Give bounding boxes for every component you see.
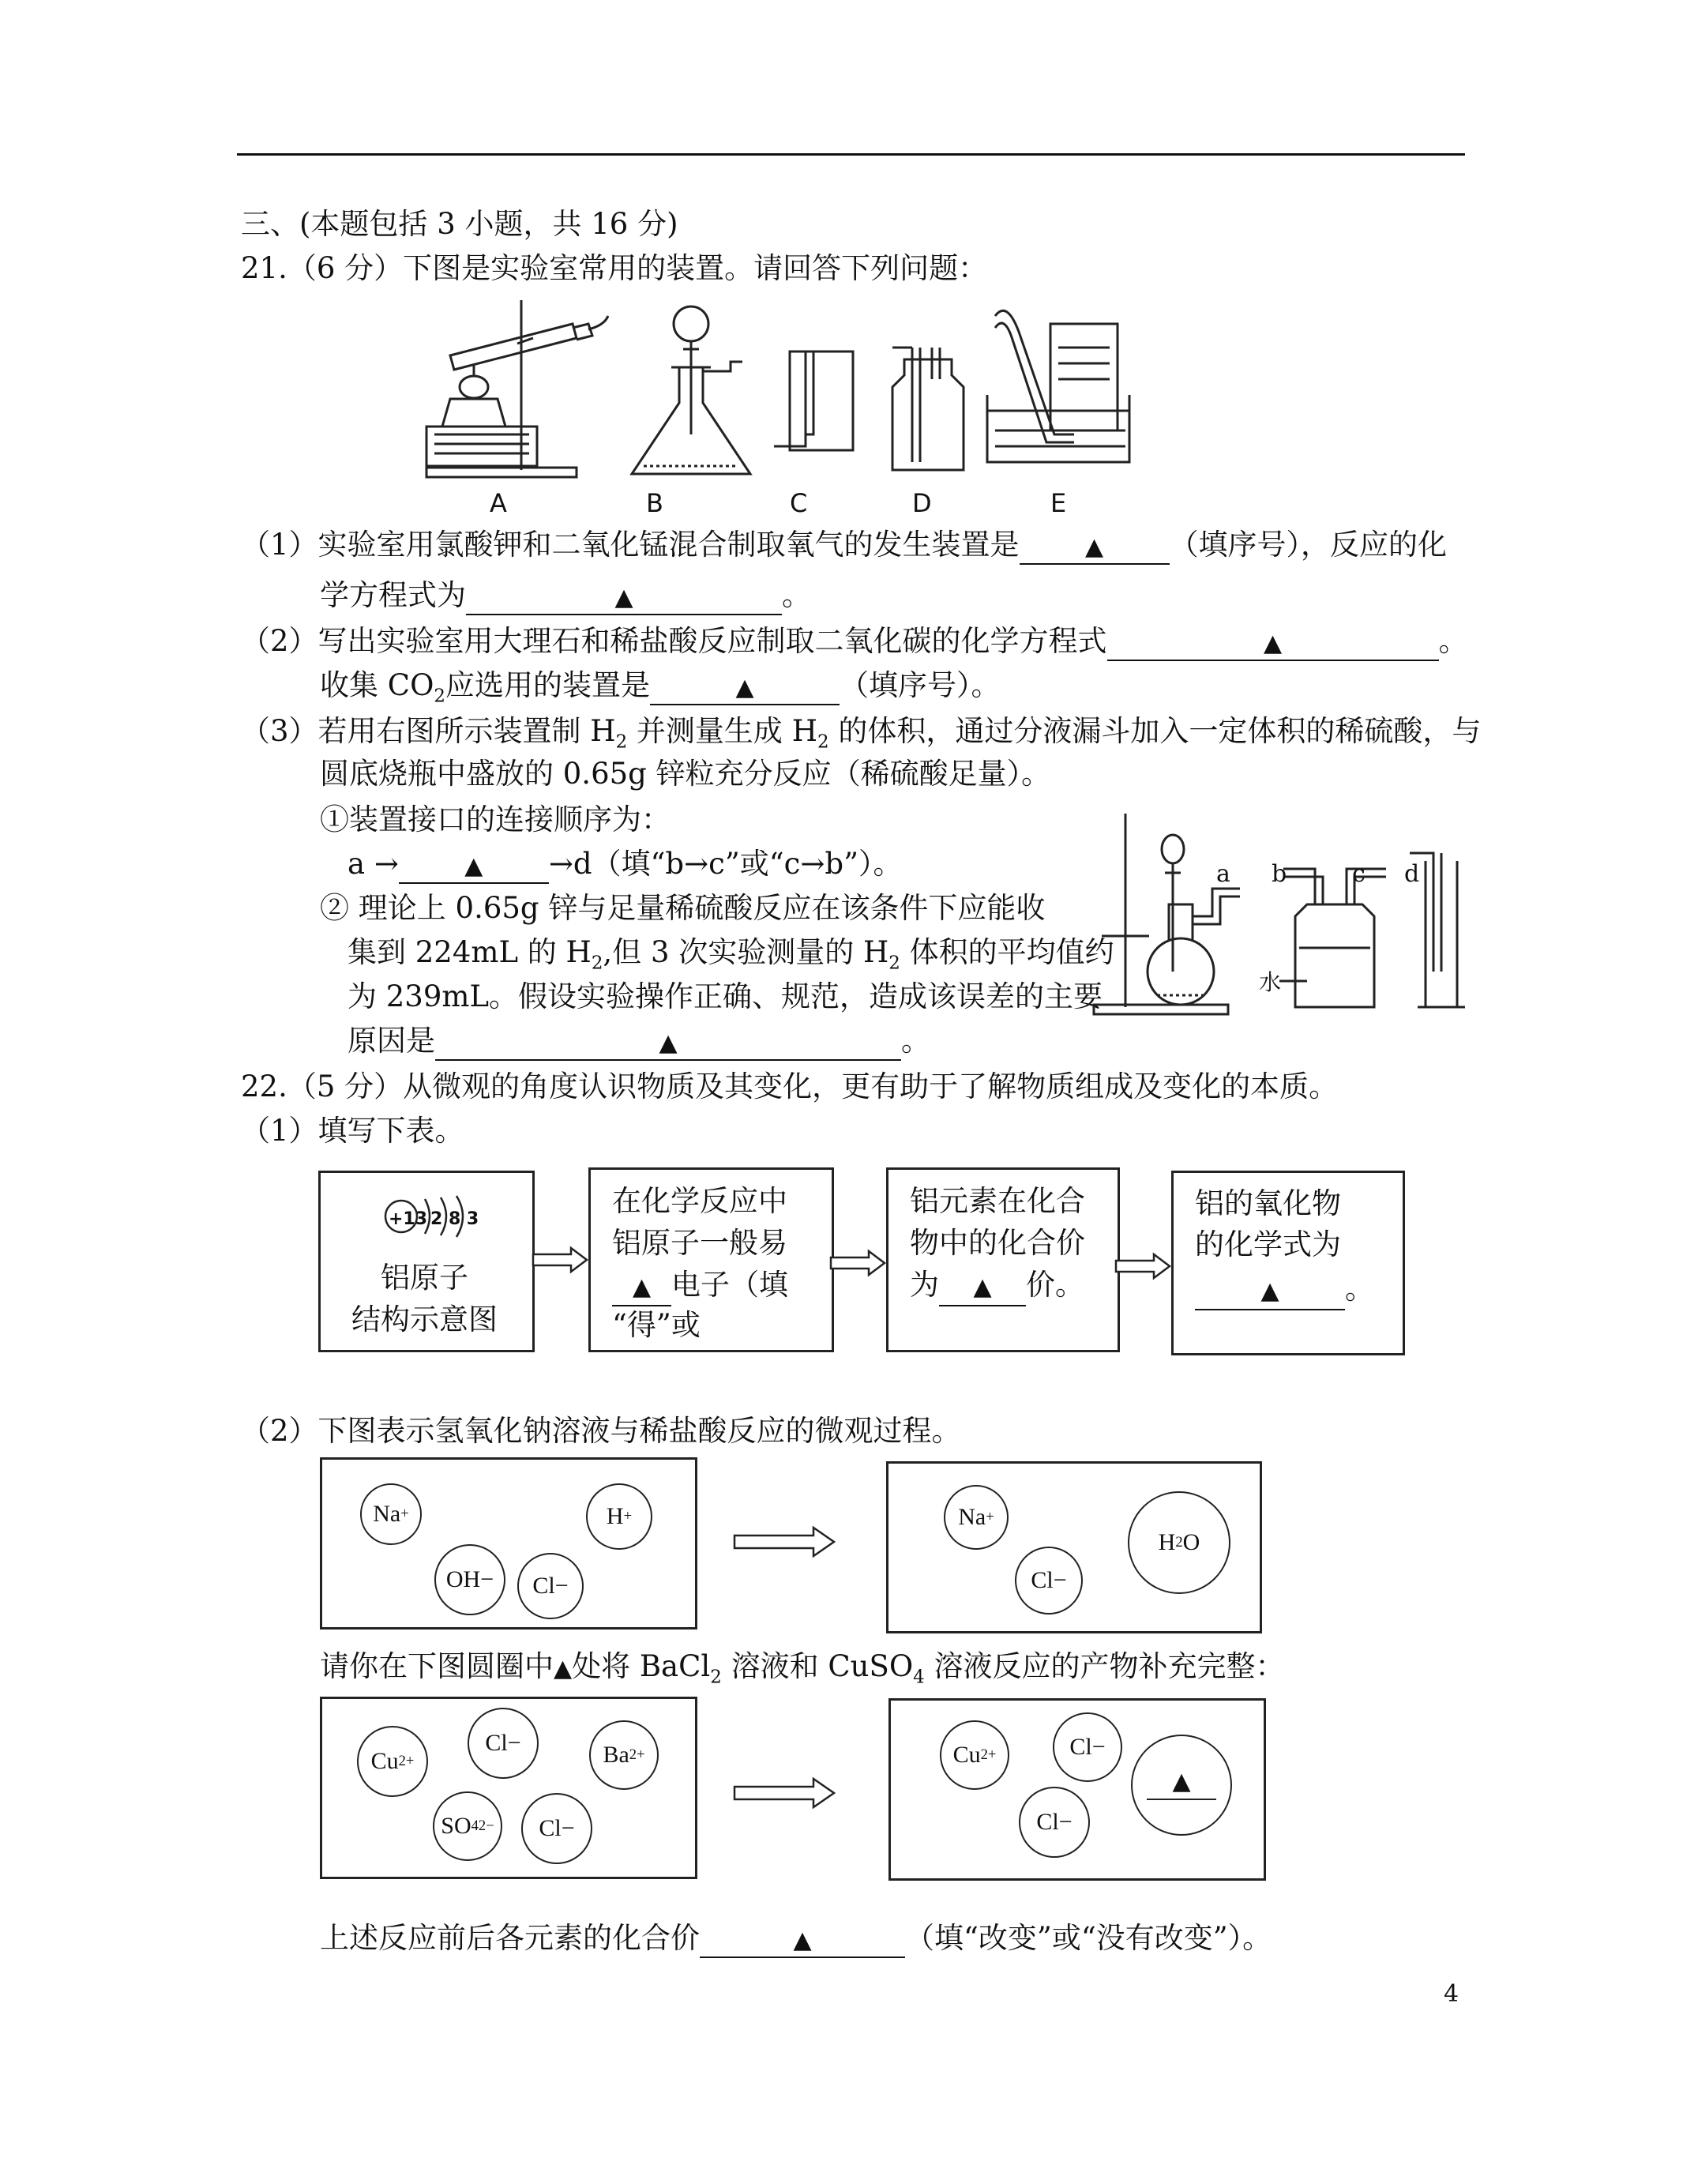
apparatus-label-e: E [1050,488,1067,518]
answer-blank[interactable]: ▲ [1107,626,1439,661]
q21-part1-line1: （1）实验室用氯酸钾和二氧化锰混合制取氧气的发生装置是 ▲ （填序号），反应的化 [241,528,1447,565]
q21-part3-line4: a → ▲ →d（填“b→c”或“c→b”）。 [347,847,903,884]
ion-cl: Cl − [521,1793,592,1864]
q22-intro: 22.（5 分）从微观的角度认识物质及其变化，更有助于了解物质组成及变化的本质。 [241,1069,1339,1103]
ion-so4: SO 4 2− [433,1791,502,1861]
product-answer-circle[interactable]: ▲ [1131,1735,1232,1836]
ion-oh: OH − [434,1544,505,1615]
atom-shells: 2 8 3 [430,1209,479,1229]
arrow-icon [831,1251,886,1275]
ion-cu: Cu 2+ [940,1720,1009,1790]
apparatus-label-d: D [912,488,932,518]
q21-part2-line1: （2）写出实验室用大理石和稀盐酸反应制取二氧化碳的化学方程式 ▲ 。 [241,624,1468,661]
setup-label-water: 水 [1259,969,1282,995]
ion-cl: Cl − [517,1553,584,1619]
section-title: 三、(本题包括 3 小题，共 16 分) [241,207,678,241]
cell4-line1: 铝的氧化物 [1195,1186,1341,1220]
q21-part2-line2: 收集 $CO_2$应选用的装置是 ▲ （填序号）。 [320,668,1001,707]
reaction1-reactants [320,1457,697,1630]
q21-part3-line7: 为 239mL。假设实验操作正确、规范，造成该误差的主要 [347,979,1103,1013]
molecule-h2o: H 2 O [1128,1491,1230,1594]
ion-cl: Cl − [1053,1712,1122,1782]
arrow-icon [734,1526,836,1558]
cell3-line2: 物中的化合价 [910,1226,1085,1260]
q21-part3-line8: 原因是 ▲ 。 [347,1024,930,1061]
cell2-line4: “得”或 [612,1308,701,1342]
setup-label-d: d [1404,860,1420,888]
ion-cl: Cl − [1015,1547,1083,1615]
apparatus-label-a: A [490,488,507,518]
arrow-icon [1116,1254,1171,1278]
hydrogen-setup-figure [1094,814,1473,1019]
answer-blank[interactable]: ▲ [466,580,782,615]
answer-blank[interactable]: ▲ [435,1025,901,1061]
cell3-line1: 铝元素在化合 [910,1184,1085,1218]
apparatus-label-b: B [646,488,663,518]
ion-h: H + [586,1483,652,1550]
cell2-line3: ▲ 电子（填 [612,1265,788,1306]
q21-part3-line1: （3）若用右图所示装置制 $H_2$ 并测量生成 $H_2$ 的体积，通过分液漏斗加入一定体积的稀硫酸，与 [241,714,1482,753]
q21-part3-line2: 圆底烧瓶中盛放的 0.65g 锌粒充分反应（稀硫酸足量）。 [320,757,1051,791]
q22-part3-instruction: 请你在下图圆圈中▲处将 BaCl$_2$ 溶液和 CuSO$_4$ 溶液反应的产物补充完整： [320,1649,1285,1688]
cell2-line2: 铝原子一般易 [612,1226,787,1260]
answer-blank[interactable]: ▲ [939,1268,1026,1306]
ion-na: Na + [944,1485,1009,1550]
apparatus-label-c: C [790,488,808,518]
answer-blank[interactable]: ▲ [399,848,549,884]
q21-intro: 21.（6 分）下图是实验室常用的装置。请回答下列问题： [241,251,988,285]
cell2-line1: 在化学反应中 [612,1184,787,1218]
atom-nucleus: +13 [389,1209,428,1229]
ion-cu: Cu 2+ [357,1726,428,1797]
q21-part3-line3: ①装置接口的连接顺序为： [320,803,671,836]
cell1-line1: 铝原子 [381,1261,468,1295]
cell1-line2: 结构示意图 [351,1303,498,1336]
answer-blank[interactable]: ▲ [1020,529,1170,565]
setup-label-c: c [1352,860,1366,888]
setup-label-b: b [1272,860,1287,888]
answer-blank[interactable]: ▲ [1195,1272,1345,1310]
arrow-icon [734,1777,836,1809]
q21-part3-line6: 集到 224mL 的 $H_2$,但 3 次实验测量的 $H_2$ 体积的平均值约 [347,935,1114,974]
cell4-line3: ▲ 。 [1195,1269,1374,1310]
ion-cl: Cl − [468,1708,539,1779]
q21-part3-line5: ② 理论上 0.65g 锌与足量稀硫酸反应在该条件下应能收 [320,891,1046,925]
ion-ba: Ba 2+ [589,1720,659,1790]
q22-part1: （1）填写下表。 [241,1114,464,1148]
arrow-icon [533,1248,588,1272]
cell3-line3: 为 ▲ 价。 [910,1265,1084,1306]
answer-blank[interactable]: ▲ [650,670,840,705]
q22-part4: 上述反应前后各元素的化合价 ▲ （填“改变”或“没有改变”）。 [320,1921,1272,1958]
q22-part2: （2）下图表示氢氧化钠溶液与稀盐酸反应的微观过程。 [241,1414,961,1448]
ion-cl: Cl − [1019,1787,1090,1858]
header-rule [237,153,1465,156]
setup-label-a: a [1216,860,1230,888]
answer-blank[interactable]: ▲ [700,1923,905,1958]
ion-na: Na + [360,1483,422,1545]
q21-part1-line2: 学方程式为 ▲ 。 [320,578,811,615]
cell4-line2: 的化学式为 [1195,1227,1341,1261]
answer-blank[interactable]: ▲ [612,1268,671,1306]
page-number: 4 [1444,1980,1459,2008]
